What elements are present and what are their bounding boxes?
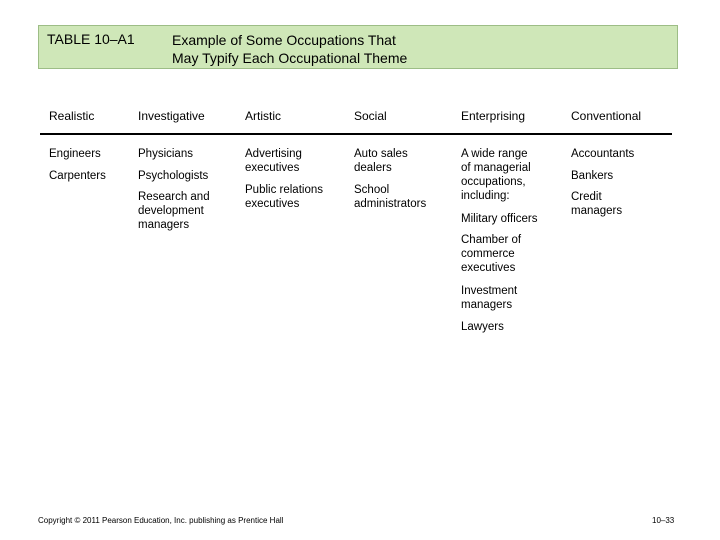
table-cell: Research and development managers	[138, 191, 210, 231]
table-cell: Advertising executives	[245, 148, 302, 174]
table-title-bar	[38, 25, 678, 69]
table-cell: Credit managers	[571, 191, 623, 217]
table-cell: Auto sales dealers	[354, 148, 408, 174]
table-cell: Carpenters	[49, 170, 106, 182]
table-cell: Chamber of commerce executives	[461, 234, 522, 274]
table-cell: Military officers	[461, 213, 538, 225]
table-number: TABLE 10–A1	[47, 31, 135, 47]
header-artistic: Artistic	[245, 109, 281, 123]
table-cell: Bankers	[571, 170, 614, 182]
header-social: Social	[354, 109, 387, 123]
header-enterprising: Enterprising	[461, 109, 526, 123]
table-cell: Psychologists	[138, 170, 209, 182]
page-number: 10–33	[652, 516, 675, 525]
table-cell: Investment managers	[461, 285, 518, 311]
header-investigative: Investigative	[138, 109, 205, 123]
table-cell: Accountants	[571, 148, 635, 160]
table-cell: Engineers	[49, 148, 101, 160]
table-cell: Public relations executives	[245, 184, 323, 210]
table-title: Example of Some Occupations That May Typify Each Occupational Theme	[172, 32, 408, 66]
header-conventional: Conventional	[571, 109, 642, 123]
header-realistic: Realistic	[49, 109, 95, 123]
copyright-notice: Copyright © 2011 Pearson Education, Inc. publishing as Prentice Hall	[38, 516, 284, 525]
table-cell: Lawyers	[461, 321, 504, 333]
table-cell: Physicians	[138, 148, 193, 160]
header-rule	[40, 133, 672, 135]
table-cell: School administrators	[354, 184, 427, 210]
table-cell: A wide range of managerial occupations, including:	[461, 148, 531, 202]
